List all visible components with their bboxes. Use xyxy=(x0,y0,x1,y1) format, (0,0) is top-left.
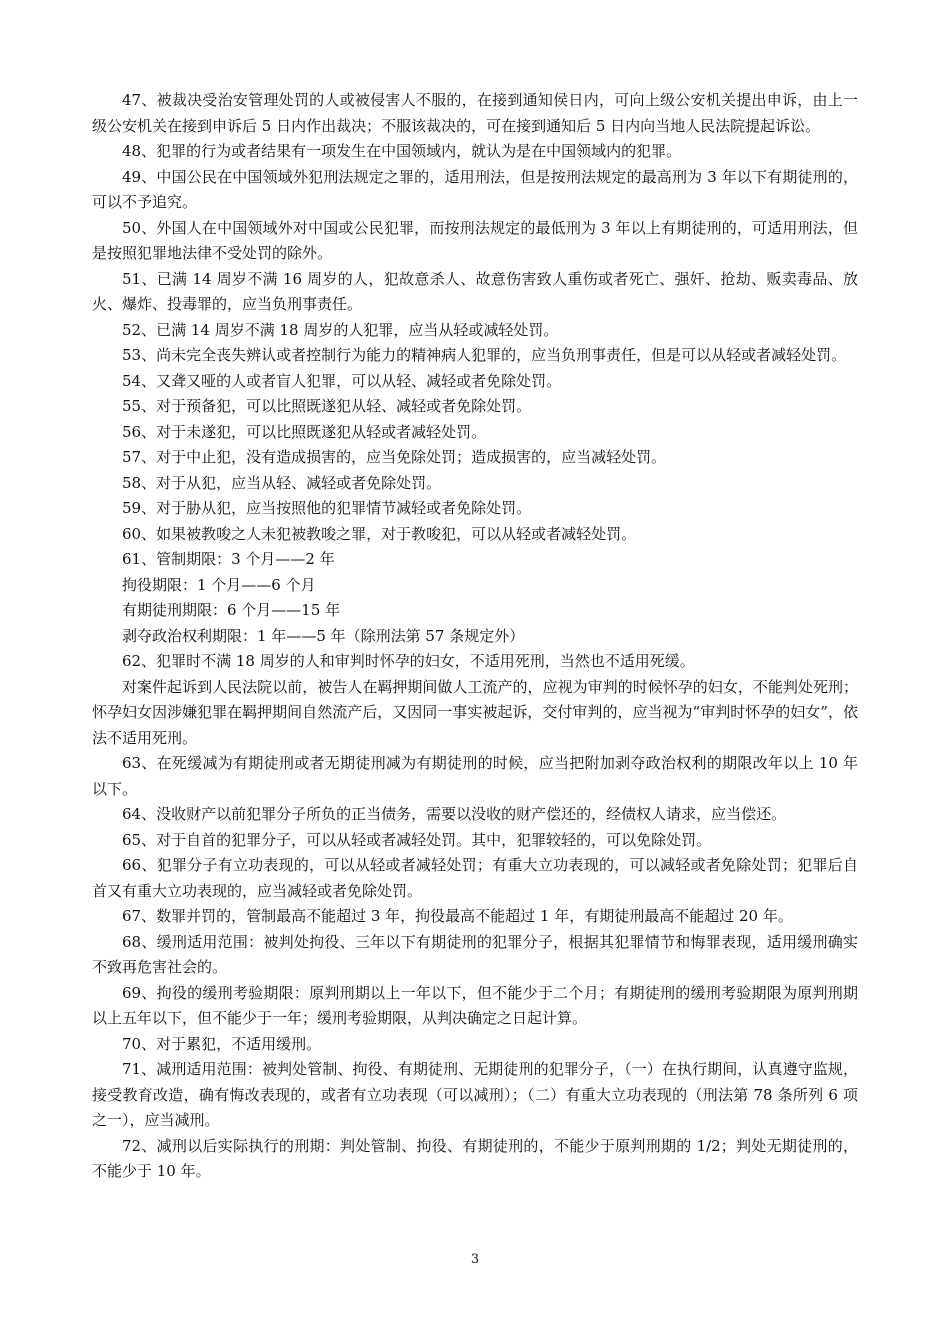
paragraph-67: 67、数罪并罚的，管制最高不能超过 3 年，拘役最高不能超过 1 年，有期徒刑最高不能超过 20 年。 xyxy=(122,907,793,925)
paragraph-48: 48、犯罪的行为或者结果有一项发生在中国领域内，就认为是在中国领域内的犯罪。 xyxy=(122,142,682,160)
paragraph-53: 53、尚未完全丧失辨认或者控制行为能力的精神病人犯罪的，应当负刑事责任，但是可以从轻或者减轻处罚。 xyxy=(122,346,847,364)
paragraph-50: 50、外国人在中国领域外对中国或公民犯罪，而按刑法规定的最低刑为 3 年以上有期徒刑的，可适用刑法，但是按照犯罪地法律不受处罚的除外。 xyxy=(92,218,858,262)
paragraph-51: 51、已满 14 周岁不满 16 周岁的人，犯故意杀人、故意伤害致人重伤或者死亡、强奸、抢劫、贩卖毒品、放火、爆炸、投毒罪的，应当负刑事责任。 xyxy=(92,269,858,313)
paragraph-52: 52、已满 14 周岁不满 18 周岁的人犯罪，应当从轻或减轻处罚。 xyxy=(122,320,559,339)
paragraph-66: 66、犯罪分子有立功表现的，可以从轻或者减轻处罚；有重大立功表现的，可以减轻或者免除处罚；犯罪后自首又有重大立功表现的，应当减轻或者免除处罚。 xyxy=(92,856,858,900)
page-number: 3 xyxy=(470,1252,480,1267)
paragraph-71: 71、减刑适用范围：被判处管制、拘役、有期徒刑、无期徒刑的犯罪分子，（一）在执行期间，认真遵守监规，接受教育改造，确有悔改表现的，或者有立功表现（可以减刑）；（二）有重大立功表现的（刑法第 78 条所列 6 项之一），应当减刑。 xyxy=(92,1060,858,1129)
paragraph-60: 60、如果被教唆之人未犯被教唆之罪，对于教唆犯，可以从轻或者减轻处罚。 xyxy=(122,524,637,543)
paragraph-61-detention-period: 拘役期限：1 个月——6 个月 xyxy=(122,575,316,594)
paragraph-47: 47、被裁决受治安管理处罚的人或被侵害人不服的，在接到通知侯日内，可向上级公安机关提出申诉，由上一级公安机关在接到申诉后 5 日内作出裁决；不服该裁决的，可在接到通知后 5 日内向当地人民法院提起诉讼。 xyxy=(92,91,858,135)
paragraph-65: 65、对于自首的犯罪分子，可以从轻或者减轻处罚。其中，犯罪较轻的，可以免除处罚。 xyxy=(122,830,712,849)
paragraph-68: 68、缓刑适用范围：被判处拘役、三年以下有期徒刑的犯罪分子，根据其犯罪情节和悔罪表现，适用缓刑确实不致再危害社会的。 xyxy=(92,932,858,976)
paragraph-61-deprivation-period: 剥夺政治权利期限：1 年——5 年（除刑法第 57 条规定外） xyxy=(122,626,525,645)
paragraph-72: 72、减刑以后实际执行的刑期：判处管制、拘役、有期徒刑的，不能少于原判刑期的 1/2；判处无期徒刑的，不能少于 10 年。 xyxy=(92,1136,858,1180)
document-body xyxy=(92,88,858,1185)
paragraph-56: 56、对于未遂犯，可以比照既遂犯从轻或者减轻处罚。 xyxy=(122,422,487,441)
paragraph-70: 70、对于累犯，不适用缓刑。 xyxy=(122,1034,322,1053)
paragraph-62-note: 对案件起诉到人民法院以前，被告人在羁押期间做人工流产的，应视为审判的时候怀孕的妇女，不能判处死刑；怀孕妇女因涉嫌犯罪在羁押期间自然流产后，又因同一事实被起诉，交付审判的，应当视为“审判时怀孕的妇女”，依法不适用死刑。 xyxy=(92,677,858,747)
paragraph-49: 49、中国公民在中国领域外犯刑法规定之罪的，适用刑法，但是按刑法规定的最高刑为 3 年以下有期徒刑的，可以不予追究。 xyxy=(92,167,858,211)
paragraph-69: 69、拘役的缓刑考验期限：原判刑期以上一年以下，但不能少于二个月；有期徒刑的缓刑考验期限为原判刑期以上五年以下，但不能少于一年；缓刑考验期限，从判决确定之日起计算。 xyxy=(92,983,858,1027)
paragraph-55: 55、对于预备犯，可以比照既遂犯从轻、减轻或者免除处罚。 xyxy=(122,397,532,415)
paragraph-57: 57、对于中止犯，没有造成损害的，应当免除处罚；造成损害的，应当减轻处罚。 xyxy=(122,448,667,466)
paragraph-59: 59、对于胁从犯，应当按照他的犯罪情节减轻或者免除处罚。 xyxy=(122,499,532,517)
paragraph-54: 54、又聋又哑的人或者盲人犯罪，可以从轻、减轻或者免除处罚。 xyxy=(122,371,562,390)
paragraph-63: 63、在死缓减为有期徒刑或者无期徒刑减为有期徒刑的时候，应当把附加剥夺政治权利的期限改年以上 10 年以下。 xyxy=(92,754,858,798)
paragraph-62: 62、犯罪时不满 18 周岁的人和审判时怀孕的妇女，不适用死刑，当然也不适用死缓。 xyxy=(122,652,695,670)
paragraph-61-fixed-term-period: 有期徒刑期限：6 个月——15 年 xyxy=(122,601,341,619)
paragraph-58: 58、对于从犯，应当从轻、减轻或者免除处罚。 xyxy=(122,473,442,492)
paragraph-64: 64、没收财产以前犯罪分子所负的正当债务，需要以没收的财产偿还的，经债权人请求，应当偿还。 xyxy=(122,805,787,823)
paragraph-61-control-period: 61、管制期限：3 个月——2 年 xyxy=(122,550,335,568)
